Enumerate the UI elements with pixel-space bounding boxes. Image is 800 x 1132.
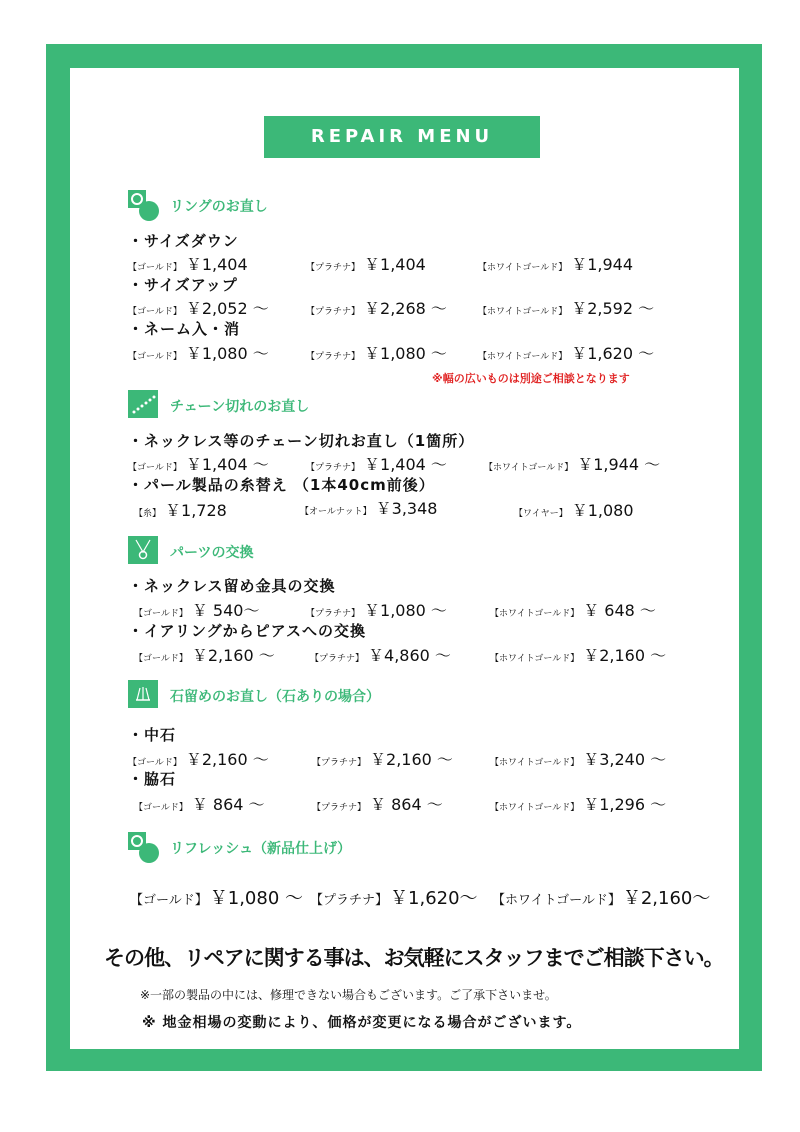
section-refresh-title: リフレッシュ（新品仕上げ） — [170, 841, 352, 857]
price-gold: 【ゴールド】 ￥1,080 ～ — [128, 344, 269, 363]
price-platinum: 【プラチナ】 ￥ 864 ～ — [312, 795, 443, 814]
chain-icon — [128, 390, 162, 422]
ring-item-2: ・サイズアップ — [128, 276, 238, 294]
price-gold: 【ゴールド】 ￥2,160 ～ — [134, 646, 275, 665]
price-white-gold: 【ホワイトゴールド】 ￥3,240 ～ — [490, 750, 667, 769]
price-white-gold: 【ホワイトゴールド】 ￥1,944 — [478, 255, 634, 274]
price-gold: 【ゴールド】 ￥1,404 — [128, 255, 248, 274]
stone-item-1: ・中石 — [128, 726, 177, 744]
ring-item-3: ・ネーム入・消 — [128, 320, 241, 338]
stone-setting-icon — [128, 680, 162, 712]
price-platinum: 【プラチナ】 ￥1,080 ～ — [306, 344, 447, 363]
section-ring-title: リングのお直し — [170, 199, 268, 215]
section-chain-title: チェーン切れのお直し — [170, 399, 310, 415]
price-gold: 【ゴールド】 ￥2,160 ～ — [128, 750, 269, 769]
price-gold: 【ゴールド】 ￥ 864 ～ — [134, 795, 265, 814]
price-gold: 【ゴールド】 ￥2,052 ～ — [128, 299, 269, 318]
section-stone-title: 石留めのお直し（石ありの場合） — [170, 689, 380, 705]
price-white-gold: 【ホワイトゴールド】 ￥1,296 ～ — [490, 795, 667, 814]
chain-item-1: ・ネックレス等のチェーン切れお直し（1箇所） — [128, 432, 475, 450]
refresh-price-gold: 【ゴールド】 ￥1,080 ～ — [130, 888, 304, 909]
price-platinum: 【プラチナ】 ￥1,404 ～ — [306, 455, 447, 474]
ring-note: ※幅の広いものは別途ご相談となります — [432, 372, 630, 385]
price-white-gold: 【ホワイトゴールド】 ￥ 648 ～ — [490, 601, 656, 620]
price-gold: 【ゴールド】 ￥ 540～ — [134, 601, 260, 620]
price-white-gold: 【ホワイトゴールド】 ￥1,944 ～ — [484, 455, 661, 474]
price-white-gold: 【ホワイトゴールド】 ￥2,592 ～ — [478, 299, 655, 318]
parts-item-2: ・イアリングからピアスへの交換 — [128, 622, 367, 640]
price-white-gold: 【ホワイトゴールド】 ￥2,160 ～ — [490, 646, 667, 665]
chain-item-2: ・パール製品の糸替え （1本40cm前後） — [128, 476, 435, 494]
price-platinum: 【プラチナ】 ￥2,160 ～ — [312, 750, 453, 769]
page-title: REPAIR MENU — [264, 116, 540, 158]
price-white-gold: 【ホワイトゴールド】 ￥1,620 ～ — [478, 344, 655, 363]
pendant-icon — [128, 536, 162, 568]
price-platinum: 【プラチナ】 ￥1,080 ～ — [306, 601, 447, 620]
price-platinum: 【プラチナ】 ￥4,860 ～ — [310, 646, 451, 665]
price-gold: 【ゴールド】 ￥1,404 ～ — [128, 455, 269, 474]
refresh-price-white-gold: 【ホワイトゴールド】 ￥2,160～ — [492, 888, 711, 909]
footer-note-2: ※ 地金相場の変動により、価格が変更になる場合がございます。 — [142, 1015, 582, 1031]
price-all-knot: 【オールナット】 ￥3,348 — [300, 499, 438, 518]
ring-item-1: ・サイズダウン — [128, 232, 239, 250]
refresh-price-platinum: 【プラチナ】 ￥1,620～ — [310, 888, 478, 909]
price-platinum: 【プラチナ】 ￥2,268 ～ — [306, 299, 447, 318]
section-parts-title: パーツの交換 — [170, 545, 254, 561]
price-platinum: 【プラチナ】 ￥1,404 — [306, 255, 426, 274]
ring-icon — [128, 832, 162, 864]
price-wire: 【ワイヤー】 ￥1,080 — [514, 501, 634, 520]
stone-item-2: ・脇石 — [128, 770, 177, 788]
footer-note-1: ※一部の製品の中には、修理できない場合もございます。ご了承下さいませ。 — [140, 988, 557, 1002]
parts-item-1: ・ネックレス留め金具の交換 — [128, 577, 336, 595]
ring-icon — [128, 190, 162, 222]
price-thread: 【糸】 ￥1,728 — [134, 501, 227, 520]
footer-main: その他、リペアに関する事は、お気軽にスタッフまでご相談下さい。 — [104, 946, 724, 970]
